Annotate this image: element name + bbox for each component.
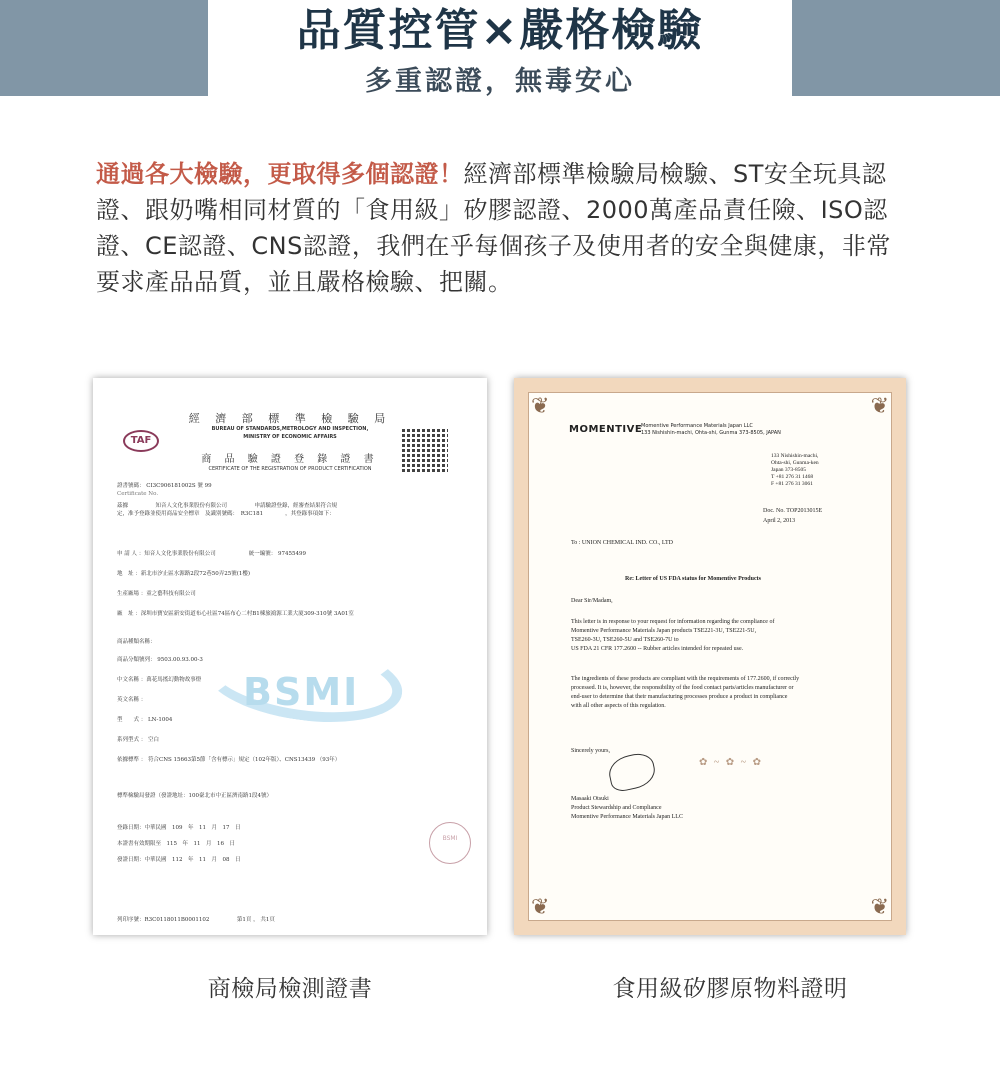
cert-agency: 經 濟 部 標 準 檢 驗 局 (188, 412, 392, 425)
cert-product-type: 商品種類名稱： (117, 639, 156, 645)
corner-ornament-icon: ❦ (870, 393, 889, 418)
addr-line-2: Ohta-shi, Gunma-ken (771, 460, 819, 466)
fda-letter-image (514, 378, 906, 935)
intro-highlight: 通過各大檢驗，更取得多個認證！ (96, 160, 464, 188)
cert-number-en: Certificate No. (117, 491, 159, 497)
letter-date: April 2, 2013 (763, 518, 796, 524)
cert-ministry: MINISTRY OF ECONOMIC AFFAIRS (243, 434, 337, 440)
cert-line-1: 茲據 知音人文化事業股份有限公司 申請驗證登錄，經審查結果符合規 (117, 503, 338, 509)
letter-signer-title: Product Stewardship and Compliance (571, 805, 662, 811)
cert-address: 地 址 ：新北市汐止區水源路2段72巷50弄25號(1樓) (117, 571, 251, 577)
cert-title: 商 品 驗 證 登 錄 證 書 (201, 454, 379, 465)
doc-number: Doc. No. TOP2013015E (763, 508, 823, 514)
cert-number: 證書號碼： CI3C906181002S 號 99 (117, 483, 212, 489)
letter-p1-2: Momentive Performance Materials Japan products TSE221-3U, TSE221-5U, (571, 628, 757, 634)
cert-hs-code: 商品分類號列： 9503.00.93.00-3 (117, 657, 203, 663)
header (208, 0, 792, 112)
caption-bsmi-certificate: 商檢局檢測證書 (207, 976, 373, 1002)
bsmi-watermark: BSMI (243, 670, 360, 714)
cert-footer: 列印序號：R3C0118011B0001102 第1頁 ， 共1頁 (117, 917, 275, 923)
addr-line-1: 133 Nishishin-machi, (771, 453, 819, 459)
corner-ornament-icon: ❦ (531, 393, 550, 418)
divider-ornament-icon: ✿ ~ ✿ ~ ✿ (699, 757, 763, 768)
corner-ornament-icon: ❦ (870, 894, 889, 919)
momentive-logo: MOMENTIVE (569, 424, 643, 435)
letter-p2-3: end-user to determine that their manufacturing processes produce a product in compliance (571, 694, 788, 700)
letter-company-line: Momentive Performance Materials Japan LLC (641, 423, 753, 429)
intro-paragraph (96, 156, 911, 300)
letter-closing: Sincerely yours, (571, 748, 610, 754)
bsmi-certificate-image (93, 378, 487, 935)
letter-signer: Masaaki Otsuki (571, 796, 609, 802)
cert-applicant: 申 請 人 ：知音人文化事業股份有限公司 統一編號： 97455499 (117, 551, 306, 557)
letter-p2-4: with all other aspects of this regulation. (571, 703, 666, 709)
cert-title-en: CERTIFICATE OF THE REGISTRATION OF PRODUCT CERTIFICATION (208, 466, 372, 472)
header-band-right (792, 0, 1000, 96)
cert-exp-date: 本證書有效期限至 115 年 11 月 16 日 (117, 841, 235, 847)
letter-p2-2: processed. It is, however, the responsibility of the food contact parts/articles manufacturer or (571, 685, 794, 691)
cert-issue-date: 發證日期：中華民國 112 年 11 月 08 日 (117, 857, 241, 863)
cert-factory: 生產廠場 ：童之藝科技有限公司 (117, 591, 196, 597)
cert-line-2: 定，准予登錄並使用商品安全標章 及識別號碼： R3C181 ，其登錄事項如下： (117, 511, 335, 517)
page-subtitle: 多重認證，無毒安心 (365, 66, 635, 97)
letter-signer-company: Momentive Performance Materials Japan LLC (571, 814, 683, 820)
letter-p1-3: TSE260-3U, TSE260-5U and TSE260-7U to (571, 637, 679, 643)
caption-silicone-proof: 食用級矽膠原物料證明 (612, 976, 848, 1002)
cert-series: 系列型式 ： 空白 (117, 737, 159, 743)
addr-fax: F +81 276 31 3061 (771, 481, 813, 487)
letter-recipient: To : UNION CHEMICAL IND. CO., LTD (571, 540, 673, 546)
seal-stamp-icon: BSMI (429, 822, 471, 864)
addr-line-3: Japan 373-8505 (771, 467, 806, 473)
intro-body: 經濟部標準檢驗局檢驗、ST安全玩具認證、跟奶嘴相同材質的「食用級」矽膠認證、2000萬產品責任險、ISO認證、CE認證、CNS認證，我們在乎每個孩子及使用者的安全與健康，非常要求產品品質，並且嚴格檢驗、把關。 (96, 160, 891, 296)
letter-paper (528, 392, 892, 921)
letter-p1-1: This letter is in response to your request for information regarding the compliance of (571, 619, 775, 625)
cert-bureau: BUREAU OF STANDARDS,METROLOGY AND INSPECTION, (211, 426, 369, 432)
cert-factory-address: 廠 址 ：深圳市寶安區新安街道布心社區74區布心二村B1棟旅鴻源工業大廈309-310號 3A01室 (117, 611, 354, 617)
corner-ornament-icon: ❦ (531, 894, 550, 919)
cert-name-cn: 中文名稱 ：萬花馬搖幻動物故事燈 (117, 677, 202, 683)
header-band-left (0, 0, 208, 96)
taf-logo: TAF (123, 430, 159, 452)
cert-name-en: 英文名稱 ： (117, 697, 147, 703)
letter-p1-4: US FDA 21 CFR 177.2600 -- Rubber articles intended for repeated use. (571, 646, 744, 652)
letter-subject: Re: Letter of US FDA status for Momentive Products (625, 576, 761, 582)
letter-p2-1: The ingredients of these products are compliant with the requirements of 177.2600, if correctly (571, 676, 800, 682)
signature-icon (606, 751, 658, 794)
cert-model: 型 式 ： LN-1004 (117, 717, 173, 723)
cert-authority: 標準檢驗局發證（發證地址：100臺北市中正區濟南路1段4號） (117, 793, 272, 799)
letter-salutation: Dear Sir/Madam, (571, 598, 613, 604)
letter-company-address: 133 Nishishin-machi, Ohta-shi, Gunma 373-8505, JAPAN (641, 430, 781, 436)
addr-tel: T +81 276 31 1468 (771, 474, 814, 480)
cert-reg-date: 登錄日期：中華民國 109 年 11 月 17 日 (117, 825, 241, 831)
cert-standard: 依據標準 ： 符合CNS 15663第5節「含有標示」規定（102年版）、CNS13439 （93年） (117, 757, 341, 763)
page-title: 品質控管×嚴格檢驗 (296, 5, 704, 56)
